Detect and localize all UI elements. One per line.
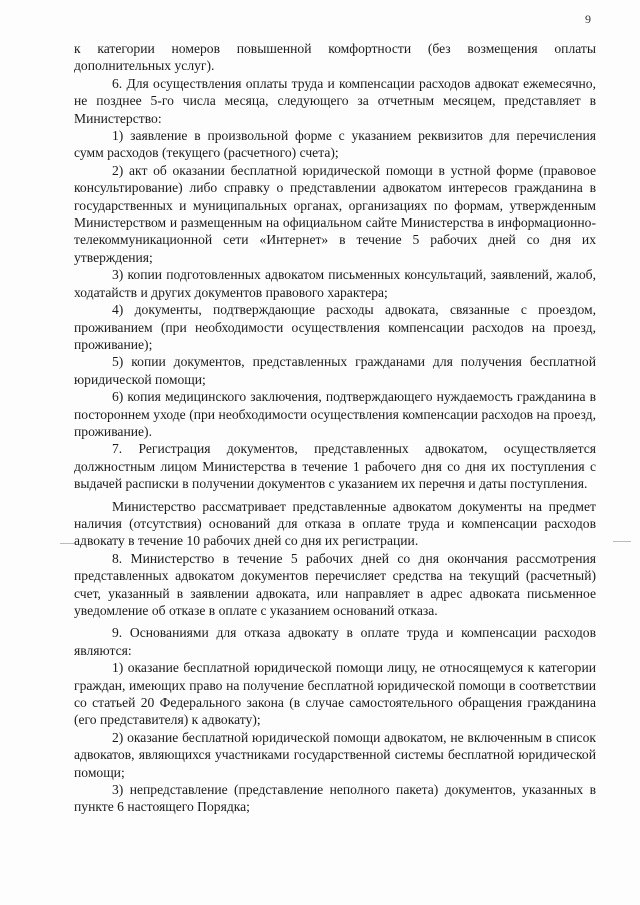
paragraph-item-8: 8. Министерство в течение 5 рабочих дней со дня окончания рассмотрения представленных адвокатом документов перечисляет средства на текущий (расчетный) счет, указанный в заявлении адвоката, или направляет в адрес адвоката письменное уведомление об отказе в оплате с указанием оснований отказа.: [74, 550, 596, 618]
page-number: 9: [585, 12, 591, 26]
paragraph-item-6: 6. Для осуществления оплаты труда и компенсации расходов адвокат ежемесячно, не позднее 5-го числа месяца, следующего за отчетным месяцем, представляет в Министерство:: [74, 75, 596, 126]
paragraph-subitem-9-1: 1) оказание бесплатной юридической помощи лицу, не относящемуся к категории граждан, имеющих право на получение бесплатной юридической помощи в соответствии со статьей 20 Федерального закона (в случае самостоятельного обращения гражданина (его представителя) к адвокату);: [74, 660, 596, 728]
paragraph-subitem-6-3: 3) копии подготовленных адвокатом письменных консультаций, заявлений, жалоб, ходатайств и других документов правового характера;: [74, 267, 596, 300]
paragraph-subitem-6-2: 2) акт об оказании бесплатной юридической помощи в устной форме (правовое консультирование) либо справку о представлении адвокатом интересов гражданина в государственных и муниципальных органах, организациях по формам, утвержденным Министерством и размещенным на официальном сайте Министерства в информационно-телекоммуникационной сети «Интернет» в течение 5 рабочих дней со дня их утверждения;: [74, 162, 596, 265]
paragraph-subitem-6-6: 6) копия медицинского заключения, подтверждающего нуждаемость гражданина в постороннем уходе (при необходимости осуществления компенсации расходов на проезд, проживание).: [74, 389, 596, 439]
document-body: [74, 40, 596, 816]
scan-artifact-mark: [613, 541, 631, 542]
paragraph-continuation: к категории номеров повышенной комфортности (без возмещения оплаты дополнительных услуг).: [74, 41, 596, 74]
paragraph-item-9: 9. Основаниями для отказа адвокату в оплате труда и компенсации расходов являются:: [74, 625, 596, 658]
paragraph-item-7: 7. Регистрация документов, представленных адвокатом, осуществляется должностным лицом Министерства в течение 1 рабочего дня со дня их поступления с выдачей расписки в получении документов с указанием их перечня и даты поступления.: [74, 441, 596, 492]
paragraph-subitem-6-5: 5) копии документов, представленных гражданами для получения бесплатной юридической помощи;: [74, 354, 596, 387]
paragraph-subitem-9-3: 3) непредставление (представление неполного пакета) документов, указанных в пункте 6 настоящего Порядка;: [74, 782, 596, 815]
paragraph-subitem-6-1: 1) заявление в произвольной форме с указанием реквизитов для перечисления сумм расходов (текущего (расчетного) счета);: [74, 128, 596, 161]
paragraph-ministry-review: Министерство рассматривает представленные адвокатом документы на предмет наличия (отсутствия) оснований для отказа в оплате труда и компенсации расходов адвокату в течение 10 рабочих дней со дня их регистрации.: [74, 498, 596, 549]
scan-artifact-mark: [60, 543, 74, 544]
paragraph-subitem-9-2: 2) оказание бесплатной юридической помощи адвокатом, не включенным в список адвокатов, являющихся участниками государственной системы бесплатной юридической помощи;: [74, 729, 596, 780]
paragraph-subitem-6-4: 4) документы, подтверждающие расходы адвоката, связанные с проездом, проживанием (при необходимости осуществления компенсации расходов на проезд, проживание);: [74, 302, 596, 352]
